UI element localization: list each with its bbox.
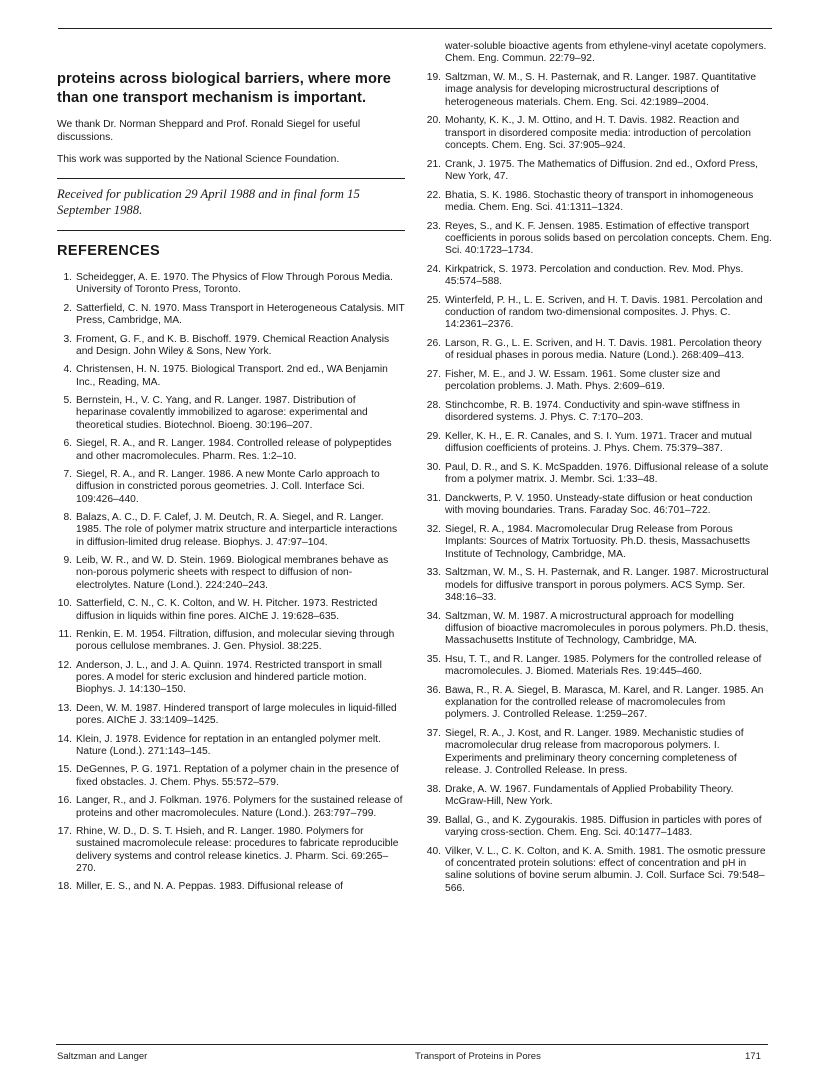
reference-item: [57, 364, 405, 389]
reference-number: 28.: [426, 400, 441, 412]
reference-number: 5.: [63, 395, 72, 407]
reference-item: [426, 493, 772, 518]
reference-item: [426, 846, 772, 895]
reference-text: Vilker, V. L., C. K. Colton, and K. A. Smith. 1981. The osmotic pressure of concentrated protein solutions: effect of concentration and pH in saline solutions of bovine serum albumin. J. Coll. Surface Sci. 79:548–566.: [445, 845, 766, 894]
reference-item: [57, 334, 405, 359]
acknowledgment-funding: This work was supported by the National Science Foundation.: [57, 154, 340, 165]
acknowledgment-thanks: We thank Dr. Norman Sheppard and Prof. Ronald Siegel for useful discussions.: [57, 119, 361, 143]
reference-item: [426, 685, 772, 722]
reference-number: 15.: [57, 764, 72, 776]
reference-number: 36.: [426, 684, 441, 696]
reference-item: [57, 629, 405, 654]
reference-item: [57, 395, 405, 432]
reference-text: Larson, R. G., L. E. Scriven, and H. T. Davis. 1981. Percolation theory of residual phases in porous media. Nature (Lond.). 268:409–413.: [445, 338, 762, 362]
reference-text: Froment, G. F., and K. B. Bischoff. 1979. Chemical Reaction Analysis and Design. John Wiley & Sons, New York.: [76, 333, 390, 357]
footer-running-title: Transport of Proteins in Pores: [415, 1051, 541, 1062]
reference-item: [426, 784, 772, 809]
reference-number: 17.: [57, 825, 72, 837]
reference-number: 38.: [426, 783, 441, 795]
reference-text: Bawa, R., R. A. Siegel, B. Marasca, M. Karel, and R. Langer. 1985. An explanation for the controlled release of macromolecules from polymers. J. Controlled Release. 1:259–267.: [445, 684, 764, 721]
right-column: [426, 41, 772, 901]
reference-item: [57, 555, 405, 592]
reference-number: 24.: [426, 263, 441, 275]
reference-number: 31.: [426, 492, 441, 504]
reference-item: [426, 654, 772, 679]
reference-text: Saltzman, W. M. 1987. A microstructural approach for modelling diffusion of bioactive macromolecules in porous polymers. Ph.D. thesis, Massachusetts Institute of Technology, Cambridge, MA.: [445, 610, 769, 647]
reference-number: 23.: [426, 220, 441, 232]
reference-number: 2.: [63, 302, 72, 314]
reference-number: 35.: [426, 653, 441, 665]
reference-text: Klein, J. 1978. Evidence for reptation in an entangled polymer melt. Nature (Lond.). 271:143–145.: [76, 733, 381, 757]
reference-item: [426, 400, 772, 425]
received-rule: [57, 178, 405, 179]
reference-text: Anderson, J. L., and J. A. Quinn. 1974. Restricted transport in small pores. A model for steric exclusion and hindered particle motion. Biophys. J. 14:130–150.: [76, 659, 382, 696]
top-rule: [58, 28, 772, 29]
reference-text: Mohanty, K. K., J. M. Ottino, and H. T. Davis. 1982. Reaction and transport in disordered composite media: introduction of percolation concepts. Chem. Eng. Sci. 37:905–924.: [445, 115, 751, 151]
reference-item: [426, 295, 772, 332]
reference-number: 32.: [426, 523, 441, 535]
reference-text: Bhatia, S. K. 1986. Stochastic theory of transport in inhomogeneous media. Chem. Eng. Sci. 41:1311–1324.: [445, 189, 754, 213]
reference-text: Renkin, E. M. 1954. Filtration, diffusion, and molecular sieving through porous cellulose membranes. J. Gen. Physiol. 38:225.: [76, 629, 395, 653]
reference-text: Bernstein, H., V. C. Yang, and R. Langer. 1987. Distribution of heparinase covalently immobilized to agarose: experimental and theoretical studies. Biotechnol. Bioeng. 30:196–207.: [76, 395, 368, 431]
reference-text: Scheidegger, A. E. 1970. The Physics of Flow Through Porous Media. University of Toronto Press, Toronto.: [76, 272, 393, 296]
reference-text: Drake, A. W. 1967. Fundamentals of Applied Probability Theory. McGraw-Hill, New York.: [445, 783, 734, 807]
reference-number: 3.: [63, 333, 72, 345]
reference-number: 22.: [426, 189, 441, 201]
references-rule: [57, 230, 405, 231]
reference-number: 25.: [426, 294, 441, 306]
reference-item: [426, 338, 772, 363]
reference-number: 29.: [426, 431, 441, 443]
reference-text: Siegel, R. A., and R. Langer. 1986. A new Monte Carlo approach to diffusion in constricted porous geometries. J. Coll. Interface Sci. 109:426–440.: [76, 468, 380, 505]
reference-number: 13.: [57, 702, 72, 714]
received-date-note: Received for publication 29 April 1988 and in final form 15 September 1988.: [57, 187, 360, 217]
reference-number: 18.: [57, 881, 72, 893]
reference-number: 1.: [63, 272, 72, 283]
reference-text: Saltzman, W. M., S. H. Pasternak, and R. Langer. 1987. Quantitative image analysis for developing microstructural descriptions of heterogeneous materials. Chem. Eng. Sci. 42:1989–2004.: [445, 71, 757, 108]
reference-number: 9.: [63, 555, 72, 567]
left-column: [57, 70, 405, 900]
reference-text: Hsu, T. T., and R. Langer. 1985. Polymers for the controlled release of macromolecules. J. Biomed. Materials Res. 19:445–460.: [445, 653, 762, 678]
reference-item: [57, 795, 405, 820]
reference-item: [57, 660, 405, 697]
references-list-left: [57, 272, 405, 894]
reference-item: [426, 815, 772, 840]
reference-item: [426, 728, 772, 777]
reference-number: 21.: [426, 158, 441, 170]
footer-rule: [56, 1044, 768, 1045]
reference-number: 37.: [426, 728, 441, 740]
reference-text: Christensen, H. N. 1975. Biological Transport. 2nd ed., WA Benjamin Inc., Reading, MA.: [76, 364, 388, 388]
reference-text: Danckwerts, P. V. 1950. Unsteady-state diffusion or heat conduction with moving boundaries. Trans. Faraday Soc. 46:701–722.: [445, 492, 753, 517]
reference-text: Siegel, R. A., 1984. Macromolecular Drug Release from Porous Implants: Sources of Matrix Tortuosity. Ph.D. thesis, Massachusetts Institute of Technology, Cambridge, MA.: [445, 523, 750, 560]
reference-text: Leib, W. R., and W. D. Stein. 1969. Biological membranes behave as non-porous polymeric sheets with respect to diffusion of non-electrolytes. Nature (Lond.). 224:240–243.: [76, 555, 389, 591]
reference-item: [426, 462, 772, 487]
reference-number: 19.: [426, 71, 441, 83]
reference-text: Balazs, A. C., D. F. Calef, J. M. Deutch, R. A. Siegel, and R. Langer. 1985. The role of polymer matrix structure and interparticle interactions in diffusion-limited drug release. Biophys. J. 47:97–104.: [76, 512, 398, 548]
reference-item: [426, 611, 772, 648]
reference-item: [426, 369, 772, 394]
reference-number: 26.: [426, 338, 441, 350]
reference-number: 4.: [63, 364, 72, 376]
reference-item: [57, 512, 405, 549]
reference-text: Miller, E. S., and N. A. Peppas. 1983. Diffusional release of: [76, 881, 344, 893]
reference-item: [57, 469, 405, 506]
page-number: 171: [745, 1051, 761, 1062]
reference-item: [57, 881, 405, 893]
reference-number: 30.: [426, 462, 441, 473]
reference-item: [57, 438, 405, 463]
reference-item: [426, 264, 772, 289]
reference-number: 7.: [63, 468, 72, 480]
reference-number: 8.: [63, 512, 72, 524]
reference-text: Crank, J. 1975. The Mathematics of Diffusion. 2nd ed., Oxford Press, New York, 47.: [445, 158, 758, 182]
reference-number: 34.: [426, 610, 441, 622]
reference-text: Satterfield, C. N. 1970. Mass Transport in Heterogeneous Catalysis. MIT Press, Cambridge, MA.: [76, 302, 405, 327]
reference-item: [57, 826, 405, 875]
references-list-right: [426, 72, 772, 895]
reference-item: [426, 190, 772, 215]
reference-item: [426, 72, 772, 109]
reference-item: [426, 431, 772, 456]
reference-number: 12.: [57, 659, 72, 671]
reference-text: Fisher, M. E., and J. W. Essam. 1961. Some cluster size and percolation problems. J. Math. Phys. 2:609–619.: [445, 369, 721, 393]
reference-text: Rhine, W. D., D. S. T. Hsieh, and R. Langer. 1980. Polymers for sustained macromolecule release: procedures to fabricate reproducible delivery systems and control release kinetics. J. Pharm. Sci. 69:265–270.: [76, 825, 399, 874]
references-heading: REFERENCES: [57, 243, 161, 259]
reference-number: 6.: [63, 438, 72, 450]
reference-number: 39.: [426, 814, 441, 826]
reference-text: Paul, D. R., and S. K. McSpadden. 1976. Diffusional release of a solute from a polymer matrix. J. Membr. Sci. 1:33–48.: [445, 462, 769, 486]
reference-item: [57, 703, 405, 728]
reference-item: [57, 764, 405, 789]
reference-item: [426, 567, 772, 604]
reference-number: 33.: [426, 567, 441, 579]
reference-item: [426, 524, 772, 561]
footer-authors: Saltzman and Langer: [57, 1051, 148, 1062]
reference-number: 14.: [57, 733, 72, 745]
reference-text: Keller, K. H., E. R. Canales, and S. I. Yum. 1971. Tracer and mutual diffusion coefficients of proteins. J. Phys. Chem. 75:379–387.: [445, 431, 752, 455]
reference-text: Ballal, G., and K. Zygourakis. 1985. Diffusion in particles with pores of varying cross-section. Chem. Eng. Sci. 40:1477–1483.: [445, 814, 762, 838]
reference-text: Deen, W. M. 1987. Hindered transport of large molecules in liquid-filled pores. AIChE J. 33:1409–1425.: [76, 702, 397, 727]
reference-number: 10.: [57, 598, 72, 610]
reference-number: 40.: [426, 845, 441, 857]
reference-text: Stinchcombe, R. B. 1974. Conductivity and spin-wave stiffness in disordered systems. J. Phys. C. 7:170–203.: [445, 400, 740, 424]
reference-item: [57, 734, 405, 759]
reference-item: [57, 303, 405, 328]
reference-text: DeGennes, P. G. 1971. Reptation of a polymer chain in the presence of fixed obstacles. J. Chem. Phys. 55:572–579.: [76, 764, 399, 788]
closing-paragraph: proteins across biological barriers, where more than one transport mechanism is important.: [57, 71, 391, 106]
reference-text: Winterfeld, P. H., L. E. Scriven, and H. T. Davis. 1981. Percolation and conduction of random two-dimensional composites. J. Phys. C. 14:2361–2376.: [445, 294, 763, 331]
reference-text: Reyes, S., and K. F. Jensen. 1985. Estimation of effective transport coefficients in porous solids based on percolation concepts. Chem. Eng. Sci. 40:1723–1734.: [445, 220, 772, 257]
reference-item: [426, 159, 772, 184]
reference-item: [426, 115, 772, 152]
reference-text: Kirkpatrick, S. 1973. Percolation and conduction. Rev. Mod. Phys. 45:574–588.: [445, 263, 744, 288]
reference-number: 16.: [57, 795, 72, 807]
reference-number: 20.: [426, 115, 441, 127]
reference-text: Siegel, R. A., and R. Langer. 1984. Controlled release of polypeptides and other macromolecules. Pharm. Res. 1:2–10.: [76, 438, 392, 462]
reference-text: Langer, R., and J. Folkman. 1976. Polymers for the sustained release of proteins and other macromolecules. Nature (Lond.). 263:797–799.: [76, 795, 403, 819]
reference-text: Siegel, R. A., J. Kost, and R. Langer. 1989. Mechanistic studies of macromolecular drug release from macroporous polymers. I. Experiments and preliminary theory concerning completeness of release. J. Controlled Release. In press.: [445, 728, 744, 776]
reference-text: Satterfield, C. N., C. K. Colton, and W. H. Pitcher. 1973. Restricted diffusion in liquids within fine pores. AIChE J. 19:628–635.: [76, 598, 378, 622]
reference-item: [57, 598, 405, 623]
reference-number: 11.: [58, 629, 72, 640]
reference-item: [57, 272, 405, 297]
reference-item: [426, 221, 772, 258]
reference-18-continuation: water-soluble bioactive agents from ethylene-vinyl acetate copolymers. Chem. Eng. Commun. 22:79–92.: [445, 41, 767, 65]
reference-number: 27.: [426, 369, 441, 381]
reference-text: Saltzman, W. M., S. H. Pasternak, and R. Langer. 1987. Microstructural models for diffusive transport in porous polymers. ACS Symp. Ser. 348:16–33.: [445, 567, 769, 603]
